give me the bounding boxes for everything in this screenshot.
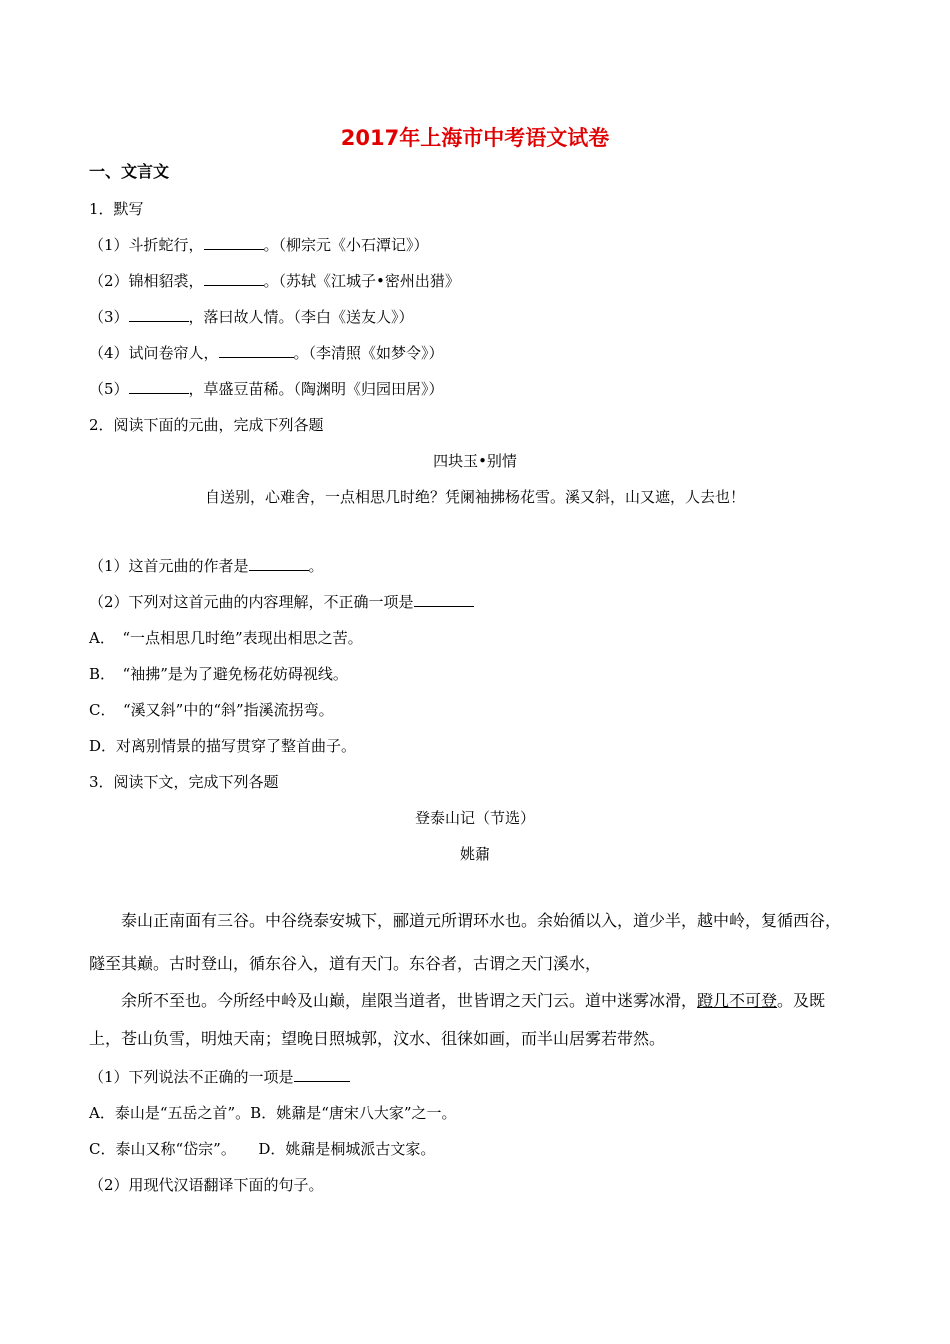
passage-title: 登泰山记（节选）: [414, 809, 535, 827]
question-3-sub-2: （2）用现代汉语翻译下面的句子。: [89, 1176, 324, 1194]
answer-blank[interactable]: [249, 556, 309, 571]
dictation-source: 。（柳宗元《小石潭记》）: [263, 236, 429, 254]
document-title: 2017年上海市中考语文试卷: [340, 126, 610, 150]
options-cd: C．泰山又称“岱宗”。 D．姚鼐是桐城派古文家。: [89, 1140, 436, 1158]
question-3-sub-1: [89, 1067, 350, 1087]
question-2-sub-1: [89, 556, 324, 576]
dictation-item-1: [89, 235, 429, 255]
option-d: D．对离别情景的描写贯穿了整首曲子。: [89, 737, 357, 755]
passage-author: 姚鼐: [459, 845, 490, 863]
underlined-sentence: 蹬几不可登: [697, 991, 778, 1010]
passage-line: [121, 991, 825, 1011]
dictation-source: 。（苏轼《江城子•密州出猎》: [263, 272, 460, 290]
dictation-source: 。（李清照《如梦令》）: [293, 344, 444, 362]
passage-line: 泰山正南面有三谷。中谷绕泰安城下，郦道元所谓环水也。余始循以入，道少半，越中岭，复循西谷，: [121, 911, 842, 930]
answer-blank[interactable]: [204, 271, 264, 286]
answer-blank[interactable]: [219, 343, 294, 358]
question-2-heading: 2．阅读下面的元曲，完成下列各题: [89, 416, 324, 434]
options-ab: A．泰山是“五岳之首”。B．姚鼐是“唐宋八大家”之一。: [89, 1104, 457, 1122]
dictation-source: ，落曰故人情。（李白《送友人》）: [188, 308, 414, 326]
question-text: （1）下列说法不正确的一项是: [89, 1068, 294, 1086]
option-b: B． “袖拂”是为了避免杨花妨碍视线。: [89, 665, 348, 683]
dictation-item-2: [89, 271, 460, 291]
poem-title: 四块玉•别情: [433, 452, 517, 470]
question-2-sub-2: [89, 592, 474, 612]
dictation-item-3: [89, 307, 414, 327]
passage-text: 。及既: [777, 991, 826, 1010]
dictation-source: ，草盛豆苗稀。（陶渊明《归园田居》）: [188, 380, 444, 398]
dictation-text: （5）: [89, 380, 129, 398]
answer-blank[interactable]: [204, 235, 264, 250]
answer-blank[interactable]: [414, 592, 474, 607]
passage-line: 隧至其巅。古时登山，循东谷入，道有天门。东谷者，古谓之天门溪水，: [89, 954, 602, 973]
dictation-text: （4）试问卷帘人，: [89, 344, 219, 362]
dictation-text: （2）锦相貂裘，: [89, 272, 204, 290]
dictation-text: （3）: [89, 308, 129, 326]
poem-text: 自送别，心难舍，一点相思几时绝？凭阑袖拂杨花雪。溪又斜，山又遮，人去也！: [204, 488, 745, 506]
dictation-item-4: [89, 343, 444, 363]
dictation-text: （1）斗折蛇行，: [89, 236, 204, 254]
question-text: （1）这首元曲的作者是: [89, 557, 249, 575]
question-3-heading: 3．阅读下文，完成下列各题: [89, 773, 279, 791]
option-a: A． “一点相思几时绝”表现出相思之苦。: [89, 629, 363, 647]
dictation-item-5: [89, 379, 444, 399]
question-1-heading: 1．默写: [89, 200, 144, 218]
question-end: 。: [308, 557, 324, 575]
answer-blank[interactable]: [129, 379, 189, 394]
passage-line: 上，苍山负雪，明烛天南；望晚日照城郭，汶水、徂徕如画，而半山居雾若带然。: [89, 1029, 666, 1048]
passage-text: 余所不至也。今所经中岭及山巅，崖限当道者，世皆谓之天门云。道中迷雾冰滑，: [121, 991, 698, 1010]
answer-blank[interactable]: [129, 307, 189, 322]
option-c: C． “溪又斜”中的“斜”指溪流拐弯。: [89, 701, 334, 719]
question-text: （2）下列对这首元曲的内容理解，不正确一项是: [89, 593, 414, 611]
answer-blank[interactable]: [294, 1067, 350, 1082]
section-heading: 一、文言文: [89, 162, 170, 181]
